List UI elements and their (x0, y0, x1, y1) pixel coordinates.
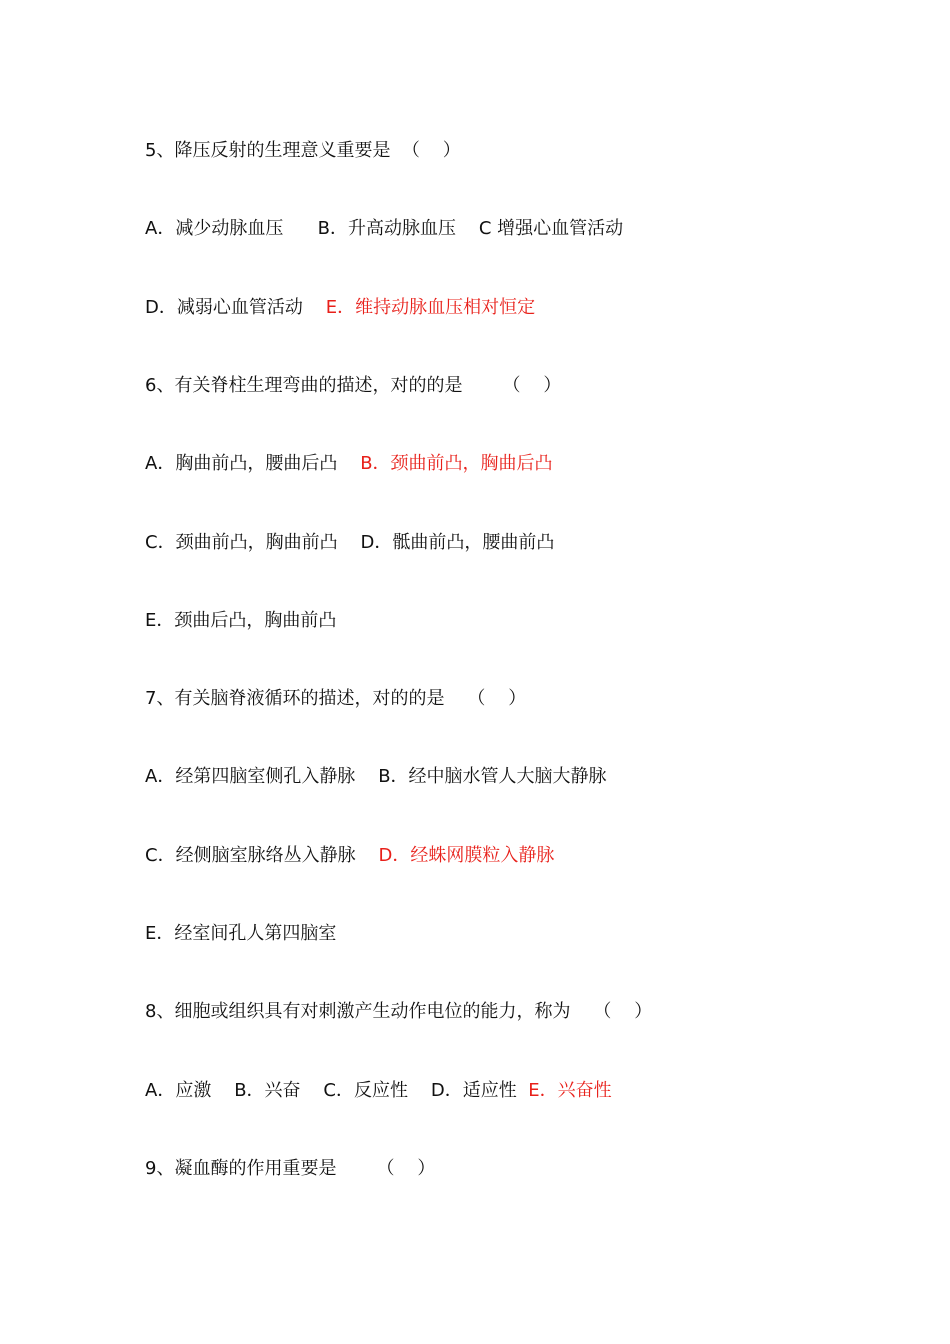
text-line (145, 1155, 435, 1183)
text-segment: E．颈曲后凸，胸曲前凸 (145, 610, 337, 631)
text-line (145, 529, 554, 557)
text-line (145, 215, 623, 243)
text-segment: A．减少动脉血压 B．升高动脉血压 C 增强心血管活动 (145, 218, 624, 239)
text-segment: C．经侧脑室脉络丛入静脉 (145, 845, 379, 866)
answer-text: D．经蛛网膜粒入静脉 (378, 845, 555, 866)
answer-text: E．兴奋性 (528, 1080, 612, 1101)
answer-text: E．维持动脉血压相对恒定 (325, 297, 536, 318)
text-segment: D．减弱心血管活动 (145, 297, 326, 318)
text-segment: A．胸曲前凸，腰曲后凸 (145, 453, 361, 474)
text-segment: 7、有关脑脊液循环的描述，对的的是 （ ） (145, 688, 527, 709)
text-segment: 9、凝血酶的作用重要是 （ ） (145, 1158, 436, 1179)
text-line (145, 607, 336, 635)
text-segment: 8、细胞或组织具有对刺激产生动作电位的能力，称为 （ ） (145, 1001, 653, 1022)
text-line (145, 685, 526, 713)
text-line (145, 842, 554, 870)
text-line (145, 998, 652, 1026)
text-line (145, 920, 336, 948)
text-segment: C．颈曲前凸，胸曲前凸 D．骶曲前凸，腰曲前凸 (145, 532, 555, 553)
answer-text: B．颈曲前凸，胸曲后凸 (360, 453, 553, 474)
text-segment: A．应激 B．兴奋 C．反应性 D．适应性 (145, 1080, 529, 1101)
text-line (145, 137, 461, 165)
text-segment: 6、有关脊柱生理弯曲的描述，对的的是 （ ） (145, 375, 562, 396)
text-line (145, 450, 553, 478)
text-line (145, 763, 607, 791)
text-segment: A．经第四脑室侧孔入静脉 B．经中脑水管人大脑大静脉 (145, 766, 607, 787)
text-segment: E．经室间孔人第四脑室 (145, 923, 337, 944)
text-line (145, 294, 535, 322)
text-line (145, 1077, 612, 1105)
text-segment: 5、降压反射的生理意义重要是 （ ） (145, 140, 461, 161)
text-line (145, 372, 561, 400)
